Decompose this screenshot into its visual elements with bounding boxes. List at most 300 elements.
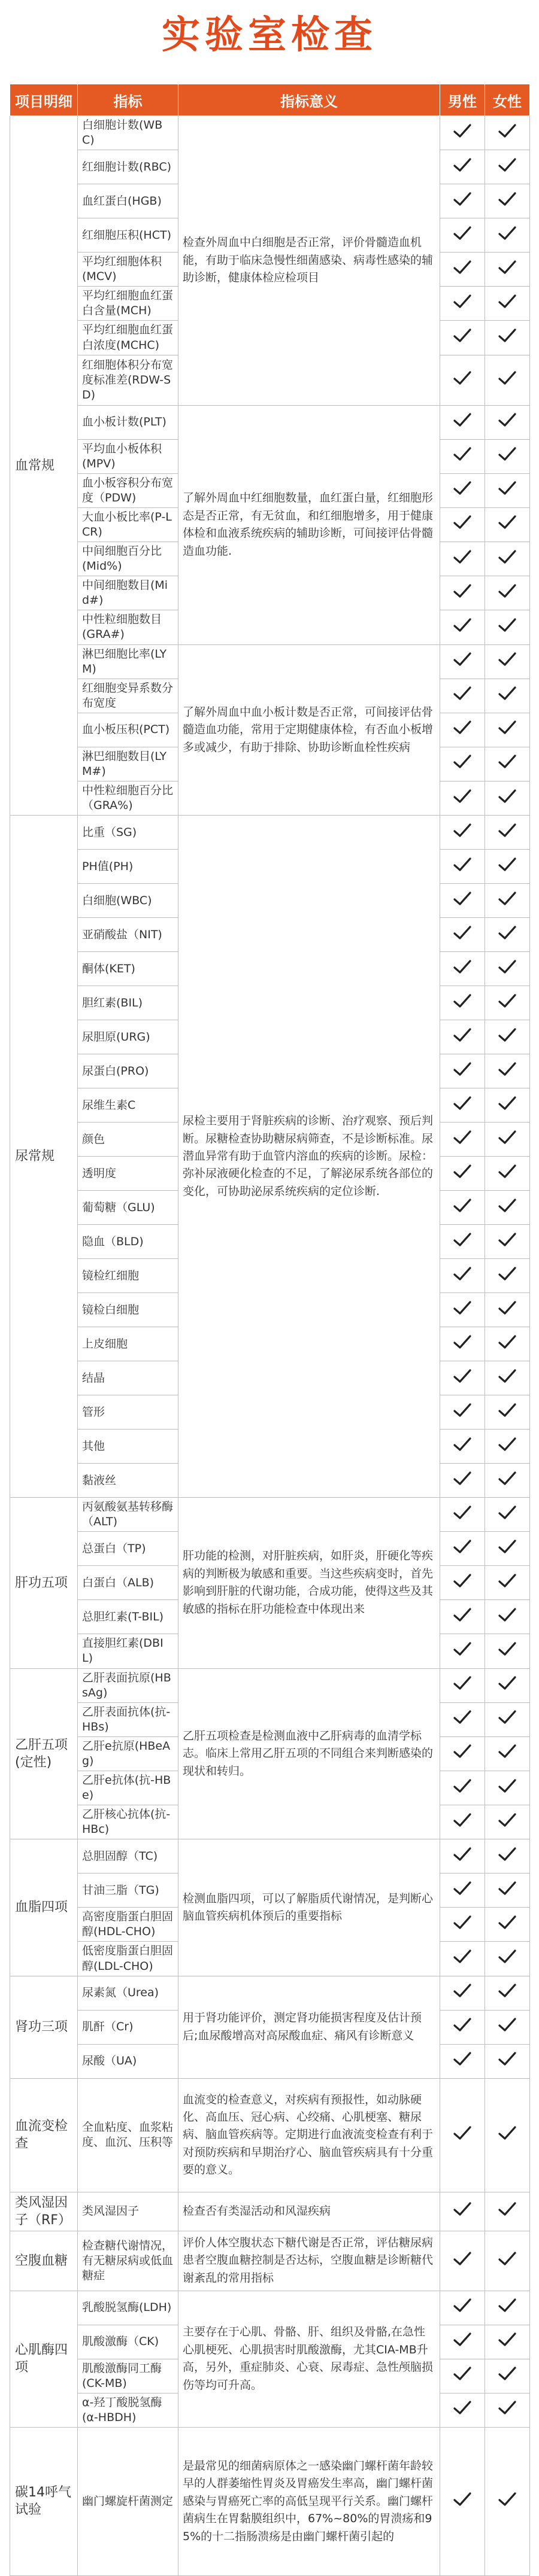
indicator-cell: 乙肝表面抗体(抗-HBs) — [78, 1702, 178, 1736]
female-check-cell — [485, 1088, 530, 1123]
check-icon — [452, 1641, 473, 1657]
female-check-cell — [485, 644, 530, 679]
female-check-cell — [485, 321, 530, 355]
male-check-cell — [440, 1464, 485, 1498]
male-check-cell — [440, 355, 485, 405]
indicator-cell: 白细胞计数(WBC) — [78, 116, 178, 150]
check-icon — [497, 1027, 517, 1044]
indicator-cell: 红细胞变异系数分布宽度 — [78, 679, 178, 713]
check-icon — [497, 1300, 517, 1316]
meaning-cell: 乙肝五项检查是检测血液中乙肝病毒的血清学标志。临床上常用乙肝五项的不同组合来判断感染的现状和转归。 — [178, 1668, 440, 1839]
male-check-cell — [440, 1498, 485, 1532]
check-icon — [452, 1743, 473, 1760]
female-check-cell — [485, 952, 530, 986]
check-icon — [497, 856, 517, 873]
male-check-cell — [440, 1736, 485, 1771]
meaning-cell: 检查外周血中白细胞是否正常，评价骨髓造血机能，有助于临床急慢性细菌感染、病毒性感染的辅助诊断，健康体检应检项目 — [178, 116, 440, 406]
male-check-cell — [440, 816, 485, 850]
female-check-cell — [485, 1157, 530, 1191]
table-row — [10, 1498, 530, 1532]
female-check-cell — [485, 816, 530, 850]
male-check-cell — [440, 1361, 485, 1395]
indicator-cell: PH值(PH) — [78, 850, 178, 884]
male-check-cell — [440, 850, 485, 884]
indicator-cell: 乙肝e抗体(抗-HBe) — [78, 1771, 178, 1805]
check-icon — [452, 617, 473, 634]
check-icon — [497, 412, 517, 428]
meaning-cell: 尿检主要用于肾脏疾病的诊断、治疗观察、预后判断。尿糖检查协助糖尿病筛查，不是诊断标准。尿潜血异常有助于血管内溶血的疾病的诊断。尿检：弥补尿液硬化检查的不足，了解泌尿系统各部位的变化，可协助泌尿系统疾病的定位诊断. — [178, 816, 440, 1498]
check-icon — [497, 259, 517, 276]
check-icon — [452, 685, 473, 702]
check-icon — [452, 993, 473, 1009]
check-icon — [452, 719, 473, 736]
indicator-cell: 葡萄糖（GLU) — [78, 1191, 178, 1225]
indicator-cell: α-羟丁酸脱氢酶(α-HBDH) — [78, 2393, 178, 2427]
check-icon — [497, 1061, 517, 1078]
check-icon — [452, 1880, 473, 1897]
meaning-cell: 了解外周血中血小板计数是否正常，可间接评估骨髓造血功能，常用于定期健康体检，有否血小板增多或减少，有助于排除、协助诊断血栓性疾病 — [178, 644, 440, 816]
check-icon — [497, 1504, 517, 1521]
check-icon — [452, 2491, 473, 2508]
male-check-cell — [440, 1157, 485, 1191]
check-icon — [452, 2051, 473, 2067]
female-check-cell — [485, 1634, 530, 1668]
table-row — [10, 2078, 530, 2192]
indicator-cell: 检查糖代谢情况，有无糖尿病或低血糖症 — [78, 2231, 178, 2291]
table-row — [10, 2291, 530, 2325]
check-icon — [452, 1607, 473, 1623]
check-icon — [452, 1334, 473, 1351]
male-check-cell — [440, 253, 485, 287]
female-check-cell — [485, 1123, 530, 1157]
indicator-cell: 甘油三脂（TG) — [78, 1874, 178, 1908]
check-icon — [497, 549, 517, 565]
male-check-cell — [440, 1600, 485, 1634]
page-title: 实验室检查 — [162, 13, 377, 57]
check-icon — [452, 412, 473, 428]
check-icon — [452, 2365, 473, 2382]
indicator-cell: 类风湿因子 — [78, 2192, 178, 2231]
check-icon — [452, 259, 473, 276]
female-check-cell — [485, 2078, 530, 2192]
male-check-cell — [440, 781, 485, 816]
indicator-cell: 低密度脂蛋白胆固醇(LDL-CHO) — [78, 1942, 178, 1976]
table-row — [10, 644, 530, 679]
check-icon — [497, 1778, 517, 1795]
male-check-cell — [440, 918, 485, 952]
male-check-cell — [440, 1976, 485, 2010]
check-icon — [452, 788, 473, 805]
male-check-cell — [440, 287, 485, 321]
male-check-cell — [440, 1668, 485, 1702]
indicator-cell: 亚硝酸盐（NIT) — [78, 918, 178, 952]
indicator-cell: 全血粘度、血浆粘度、血沉、压积等 — [78, 2078, 178, 2192]
header-female: 女性 — [485, 84, 530, 116]
indicator-cell: 黏液丝 — [78, 1464, 178, 1498]
male-check-cell — [440, 1634, 485, 1668]
header-indicator: 指标 — [78, 84, 178, 116]
check-icon — [497, 370, 517, 387]
male-check-cell — [440, 1430, 485, 1464]
category-cell: 血流变检查 — [10, 2078, 78, 2192]
indicator-cell: 中间细胞数目(Mid#) — [78, 576, 178, 610]
male-check-cell — [440, 1942, 485, 1976]
table-row — [10, 1668, 530, 1702]
female-check-cell — [485, 576, 530, 610]
indicator-cell: 红细胞计数(RBC) — [78, 150, 178, 184]
male-check-cell — [440, 2291, 485, 2325]
female-check-cell — [485, 918, 530, 952]
check-icon — [452, 1504, 473, 1521]
male-check-cell — [440, 1259, 485, 1293]
table-row — [10, 1976, 530, 2010]
table-row — [10, 405, 530, 439]
indicator-cell: 肌酸激酶同工酶(CK-MB) — [78, 2359, 178, 2393]
indicator-cell: 总胆红素(T-BIL) — [78, 1600, 178, 1634]
header-male: 男性 — [440, 84, 485, 116]
check-icon — [497, 225, 517, 242]
check-icon — [497, 1402, 517, 1419]
check-icon — [452, 583, 473, 600]
male-check-cell — [440, 2393, 485, 2427]
check-icon — [452, 753, 473, 770]
female-check-cell — [485, 1430, 530, 1464]
male-check-cell — [440, 1771, 485, 1805]
male-check-cell — [440, 952, 485, 986]
female-check-cell — [485, 1020, 530, 1054]
indicator-cell: 尿胆原(URG) — [78, 1020, 178, 1054]
male-check-cell — [440, 986, 485, 1020]
female-check-cell — [485, 150, 530, 184]
indicator-cell: 镜检白细胞 — [78, 1293, 178, 1327]
male-check-cell — [440, 1566, 485, 1600]
female-check-cell — [485, 1702, 530, 1736]
check-icon — [452, 1914, 473, 1931]
check-icon — [497, 651, 517, 668]
check-icon — [497, 2399, 517, 2416]
check-icon — [452, 2017, 473, 2033]
indicator-cell: 血小板计数(PLT) — [78, 405, 178, 439]
check-icon — [452, 924, 473, 941]
indicator-cell: 平均红细胞血红蛋白浓度(MCHC) — [78, 321, 178, 355]
male-check-cell — [440, 2078, 485, 2192]
check-icon — [497, 1607, 517, 1623]
female-check-cell — [485, 2359, 530, 2393]
check-icon — [497, 959, 517, 975]
indicator-cell: 大血小板比率(P-LCR) — [78, 507, 178, 542]
check-icon — [452, 1061, 473, 1078]
indicator-cell: 血小板容积分布宽度（PDW) — [78, 473, 178, 507]
female-check-cell — [485, 679, 530, 713]
female-check-cell — [485, 1805, 530, 1839]
female-check-cell — [485, 850, 530, 884]
check-icon — [497, 1334, 517, 1351]
check-icon — [452, 856, 473, 873]
female-check-cell — [485, 2427, 530, 2575]
meaning-cell: 检查否有类湿活动和风湿疾病 — [178, 2192, 440, 2231]
check-icon — [452, 1538, 473, 1555]
indicator-cell: 血小板压积(PCT) — [78, 713, 178, 747]
indicator-cell: 红细胞压积(HCT) — [78, 218, 178, 253]
female-check-cell — [485, 439, 530, 473]
female-check-cell — [485, 1600, 530, 1634]
female-check-cell — [485, 1874, 530, 1908]
category-cell: 碳14呼气试验 — [10, 2427, 78, 2575]
indicator-cell: 尿蛋白(PRO) — [78, 1054, 178, 1088]
indicator-cell: 平均红细胞体积(MCV) — [78, 253, 178, 287]
indicator-cell: 胆红素(BIL) — [78, 986, 178, 1020]
indicator-cell: 乙肝e抗原(HBeAg) — [78, 1736, 178, 1771]
indicator-cell: 红细胞体积分布宽度标准差(RDW-SD) — [78, 355, 178, 405]
indicator-cell: 淋巴细胞比率(LYM) — [78, 644, 178, 679]
indicator-cell: 尿素氮（Urea) — [78, 1976, 178, 2010]
male-check-cell — [440, 884, 485, 918]
check-icon — [452, 1095, 473, 1112]
meaning-cell: 血流变的检查意义，对疾病有预报性，如动脉硬化、高血压、冠心病、心绞痛、心肌梗塞、糖尿病、脑血管疾病等。定期进行血液流变检查有利于对预防疾病和早期治疗心、脑血管疾病具有十分重要的意义。 — [178, 2078, 440, 2192]
check-icon — [497, 617, 517, 634]
check-icon — [497, 890, 517, 907]
female-check-cell — [485, 1225, 530, 1259]
meaning-cell: 用于肾功能评价，测定肾功能损害程度及估计预后;血尿酸增高对高尿酸血症、痛风有诊断意义 — [178, 1976, 440, 2078]
check-icon — [452, 2331, 473, 2348]
male-check-cell — [440, 1908, 485, 1942]
male-check-cell — [440, 218, 485, 253]
check-icon — [452, 123, 473, 139]
check-icon — [497, 191, 517, 208]
indicator-cell: 上皮细胞 — [78, 1327, 178, 1361]
check-icon — [452, 2125, 473, 2142]
female-check-cell — [485, 747, 530, 781]
female-check-cell — [485, 986, 530, 1020]
check-icon — [497, 1231, 517, 1248]
check-icon — [452, 2201, 473, 2218]
indicator-cell: 幽门螺旋杆菌测定 — [78, 2427, 178, 2575]
female-check-cell — [485, 2393, 530, 2427]
indicator-cell: 总蛋白（TP) — [78, 1532, 178, 1566]
table-header-row — [10, 84, 530, 116]
table-row — [10, 816, 530, 850]
male-check-cell — [440, 1225, 485, 1259]
indicator-cell: 血红蛋白(HGB) — [78, 184, 178, 218]
female-check-cell — [485, 218, 530, 253]
indicator-cell: 中性粒细胞百分比（GRA%) — [78, 781, 178, 816]
indicator-cell: 中间细胞百分比(Mid%) — [78, 542, 178, 576]
indicator-cell: 颜色 — [78, 1123, 178, 1157]
check-icon — [452, 1163, 473, 1180]
male-check-cell — [440, 2325, 485, 2359]
male-check-cell — [440, 644, 485, 679]
check-icon — [497, 1470, 517, 1487]
female-check-cell — [485, 355, 530, 405]
meaning-cell: 评价人体空腹状态下糖代谢是否正常，评估糖尿病患者空腹血糖控制是否达标，空腹血糖是诊断糖代谢紊乱的常用指标 — [178, 2231, 440, 2291]
table-row — [10, 2231, 530, 2291]
male-check-cell — [440, 610, 485, 644]
indicator-cell: 总胆固醇（TC) — [78, 1839, 178, 1874]
check-icon — [452, 1129, 473, 1146]
category-cell: 尿常规 — [10, 816, 78, 1498]
male-check-cell — [440, 1123, 485, 1157]
male-check-cell — [440, 576, 485, 610]
meaning-cell: 肝功能的检测，对肝脏疾病，如肝炎，肝硬化等疾病的判断极为敏感和重要。当这些疾病变时，首先影响到肝脏的代谢功能，合成功能，使得这些及其敏感的指标在肝功能检查中体现出来 — [178, 1498, 440, 1668]
check-icon — [497, 685, 517, 702]
check-icon — [497, 1368, 517, 1385]
check-icon — [452, 1402, 473, 1419]
category-cell: 血脂四项 — [10, 1839, 78, 1976]
indicator-cell: 乙肝表面抗原(HBsAg) — [78, 1668, 178, 1702]
check-icon — [497, 924, 517, 941]
male-check-cell — [440, 439, 485, 473]
check-icon — [452, 191, 473, 208]
female-check-cell — [485, 1464, 530, 1498]
male-check-cell — [440, 1191, 485, 1225]
male-check-cell — [440, 1532, 485, 1566]
female-check-cell — [485, 1191, 530, 1225]
table-row — [10, 2192, 530, 2231]
female-check-cell — [485, 2231, 530, 2291]
check-icon — [452, 651, 473, 668]
check-icon — [497, 1573, 517, 1589]
indicator-cell: 管形 — [78, 1395, 178, 1430]
check-icon — [497, 583, 517, 600]
female-check-cell — [485, 2325, 530, 2359]
male-check-cell — [440, 1839, 485, 1874]
indicator-cell: 尿酸（UA) — [78, 2044, 178, 2078]
female-check-cell — [485, 1498, 530, 1532]
category-cell: 肝功五项 — [10, 1498, 78, 1668]
indicator-cell: 其他 — [78, 1430, 178, 1464]
check-icon — [452, 1778, 473, 1795]
male-check-cell — [440, 747, 485, 781]
meaning-cell: 了解外周血中红细胞数量，血红蛋白量，红细胞形态是否正常，有无贫血，和红细胞增多，用于健康体检和血液系统疾病的辅助诊断，可间接评估骨髓造血功能. — [178, 405, 440, 644]
male-check-cell — [440, 1293, 485, 1327]
check-icon — [452, 1846, 473, 1863]
female-check-cell — [485, 184, 530, 218]
check-icon — [497, 753, 517, 770]
indicator-cell: 乙肝核心抗体(抗-HBc) — [78, 1805, 178, 1839]
check-icon — [452, 1231, 473, 1248]
check-icon — [497, 1163, 517, 1180]
check-icon — [497, 446, 517, 463]
indicator-cell: 平均红细胞血红蛋白含量(MCH) — [78, 287, 178, 321]
indicator-cell: 丙氨酸氨基转移酶（ALT) — [78, 1498, 178, 1532]
female-check-cell — [485, 884, 530, 918]
check-icon — [452, 1470, 473, 1487]
table-row — [10, 2427, 530, 2575]
check-icon — [452, 1197, 473, 1214]
male-check-cell — [440, 679, 485, 713]
male-check-cell — [440, 1805, 485, 1839]
check-icon — [452, 959, 473, 975]
male-check-cell — [440, 507, 485, 542]
check-icon — [497, 1675, 517, 1692]
check-icon — [497, 1436, 517, 1453]
check-icon — [452, 1027, 473, 1044]
check-icon — [452, 327, 473, 344]
female-check-cell — [485, 1532, 530, 1566]
check-icon — [452, 1266, 473, 1282]
check-icon — [497, 1197, 517, 1214]
female-check-cell — [485, 2192, 530, 2231]
indicator-cell: 乳酸脱氢酶(LDH) — [78, 2291, 178, 2325]
female-check-cell — [485, 1771, 530, 1805]
check-icon — [497, 2201, 517, 2218]
female-check-cell — [485, 507, 530, 542]
indicator-cell: 镜检红细胞 — [78, 1259, 178, 1293]
indicator-cell: 淋巴细胞数目(LYM#) — [78, 747, 178, 781]
check-icon — [452, 2250, 473, 2267]
meaning-cell: 检测血脂四项，可以了解脂质代谢情况，是判断心脑血管疾病机体预后的重要指标 — [178, 1839, 440, 1976]
check-icon — [452, 822, 473, 839]
check-icon — [452, 1675, 473, 1692]
female-check-cell — [485, 405, 530, 439]
check-icon — [452, 225, 473, 242]
indicator-cell: 高密度脂蛋白胆固醇(HDL-CHO) — [78, 1908, 178, 1942]
category-cell: 乙肝五项(定性) — [10, 1668, 78, 1839]
check-icon — [497, 788, 517, 805]
indicator-cell: 白蛋白（ALB) — [78, 1566, 178, 1600]
header-category: 项目明细 — [10, 84, 78, 116]
check-icon — [497, 993, 517, 1009]
indicator-cell: 尿维生素C — [78, 1088, 178, 1123]
indicator-cell: 白细胞(WBC) — [78, 884, 178, 918]
check-icon — [452, 1709, 473, 1726]
check-icon — [497, 2365, 517, 2382]
female-check-cell — [485, 1908, 530, 1942]
check-icon — [497, 2491, 517, 2508]
check-icon — [452, 1436, 473, 1453]
female-check-cell — [485, 1839, 530, 1874]
check-icon — [497, 1641, 517, 1657]
check-icon — [497, 327, 517, 344]
check-icon — [497, 1095, 517, 1112]
check-icon — [497, 123, 517, 139]
male-check-cell — [440, 184, 485, 218]
indicator-cell: 结晶 — [78, 1361, 178, 1395]
female-check-cell — [485, 1736, 530, 1771]
category-cell: 肾功三项 — [10, 1976, 78, 2078]
check-icon — [497, 2017, 517, 2033]
indicator-cell: 比重（SG) — [78, 816, 178, 850]
check-icon — [497, 2297, 517, 2314]
male-check-cell — [440, 1395, 485, 1430]
check-icon — [497, 2125, 517, 2142]
header-meaning: 指标意义 — [178, 84, 440, 116]
female-check-cell — [485, 473, 530, 507]
female-check-cell — [485, 287, 530, 321]
male-check-cell — [440, 1020, 485, 1054]
check-icon — [497, 480, 517, 497]
check-icon — [452, 480, 473, 497]
male-check-cell — [440, 1088, 485, 1123]
female-check-cell — [485, 2044, 530, 2078]
table-row — [10, 116, 530, 150]
female-check-cell — [485, 1327, 530, 1361]
check-icon — [452, 890, 473, 907]
check-icon — [497, 1914, 517, 1931]
lab-table — [10, 84, 530, 2576]
female-check-cell — [485, 1361, 530, 1395]
check-icon — [497, 1812, 517, 1829]
female-check-cell — [485, 1668, 530, 1702]
category-cell: 空腹血糖 — [10, 2231, 78, 2291]
meaning-cell: 是最常见的细菌病原体之一感染幽门螺杆菌年龄较早的人群萎缩性胃炎及胃癌发生率高，幽门螺杆菌感染与胃癌死亡率的高低呈现平行关系。幽门螺杆菌病生在胃黏膜组织中，67%~80%的胃溃疡和95%的十二指肠溃疡是由幽门螺杆菌引起的 — [178, 2427, 440, 2575]
check-icon — [452, 1812, 473, 1829]
male-check-cell — [440, 321, 485, 355]
indicator-cell: 肌酐（Cr) — [78, 2010, 178, 2044]
check-icon — [497, 2250, 517, 2267]
check-icon — [497, 1743, 517, 1760]
female-check-cell — [485, 2010, 530, 2044]
